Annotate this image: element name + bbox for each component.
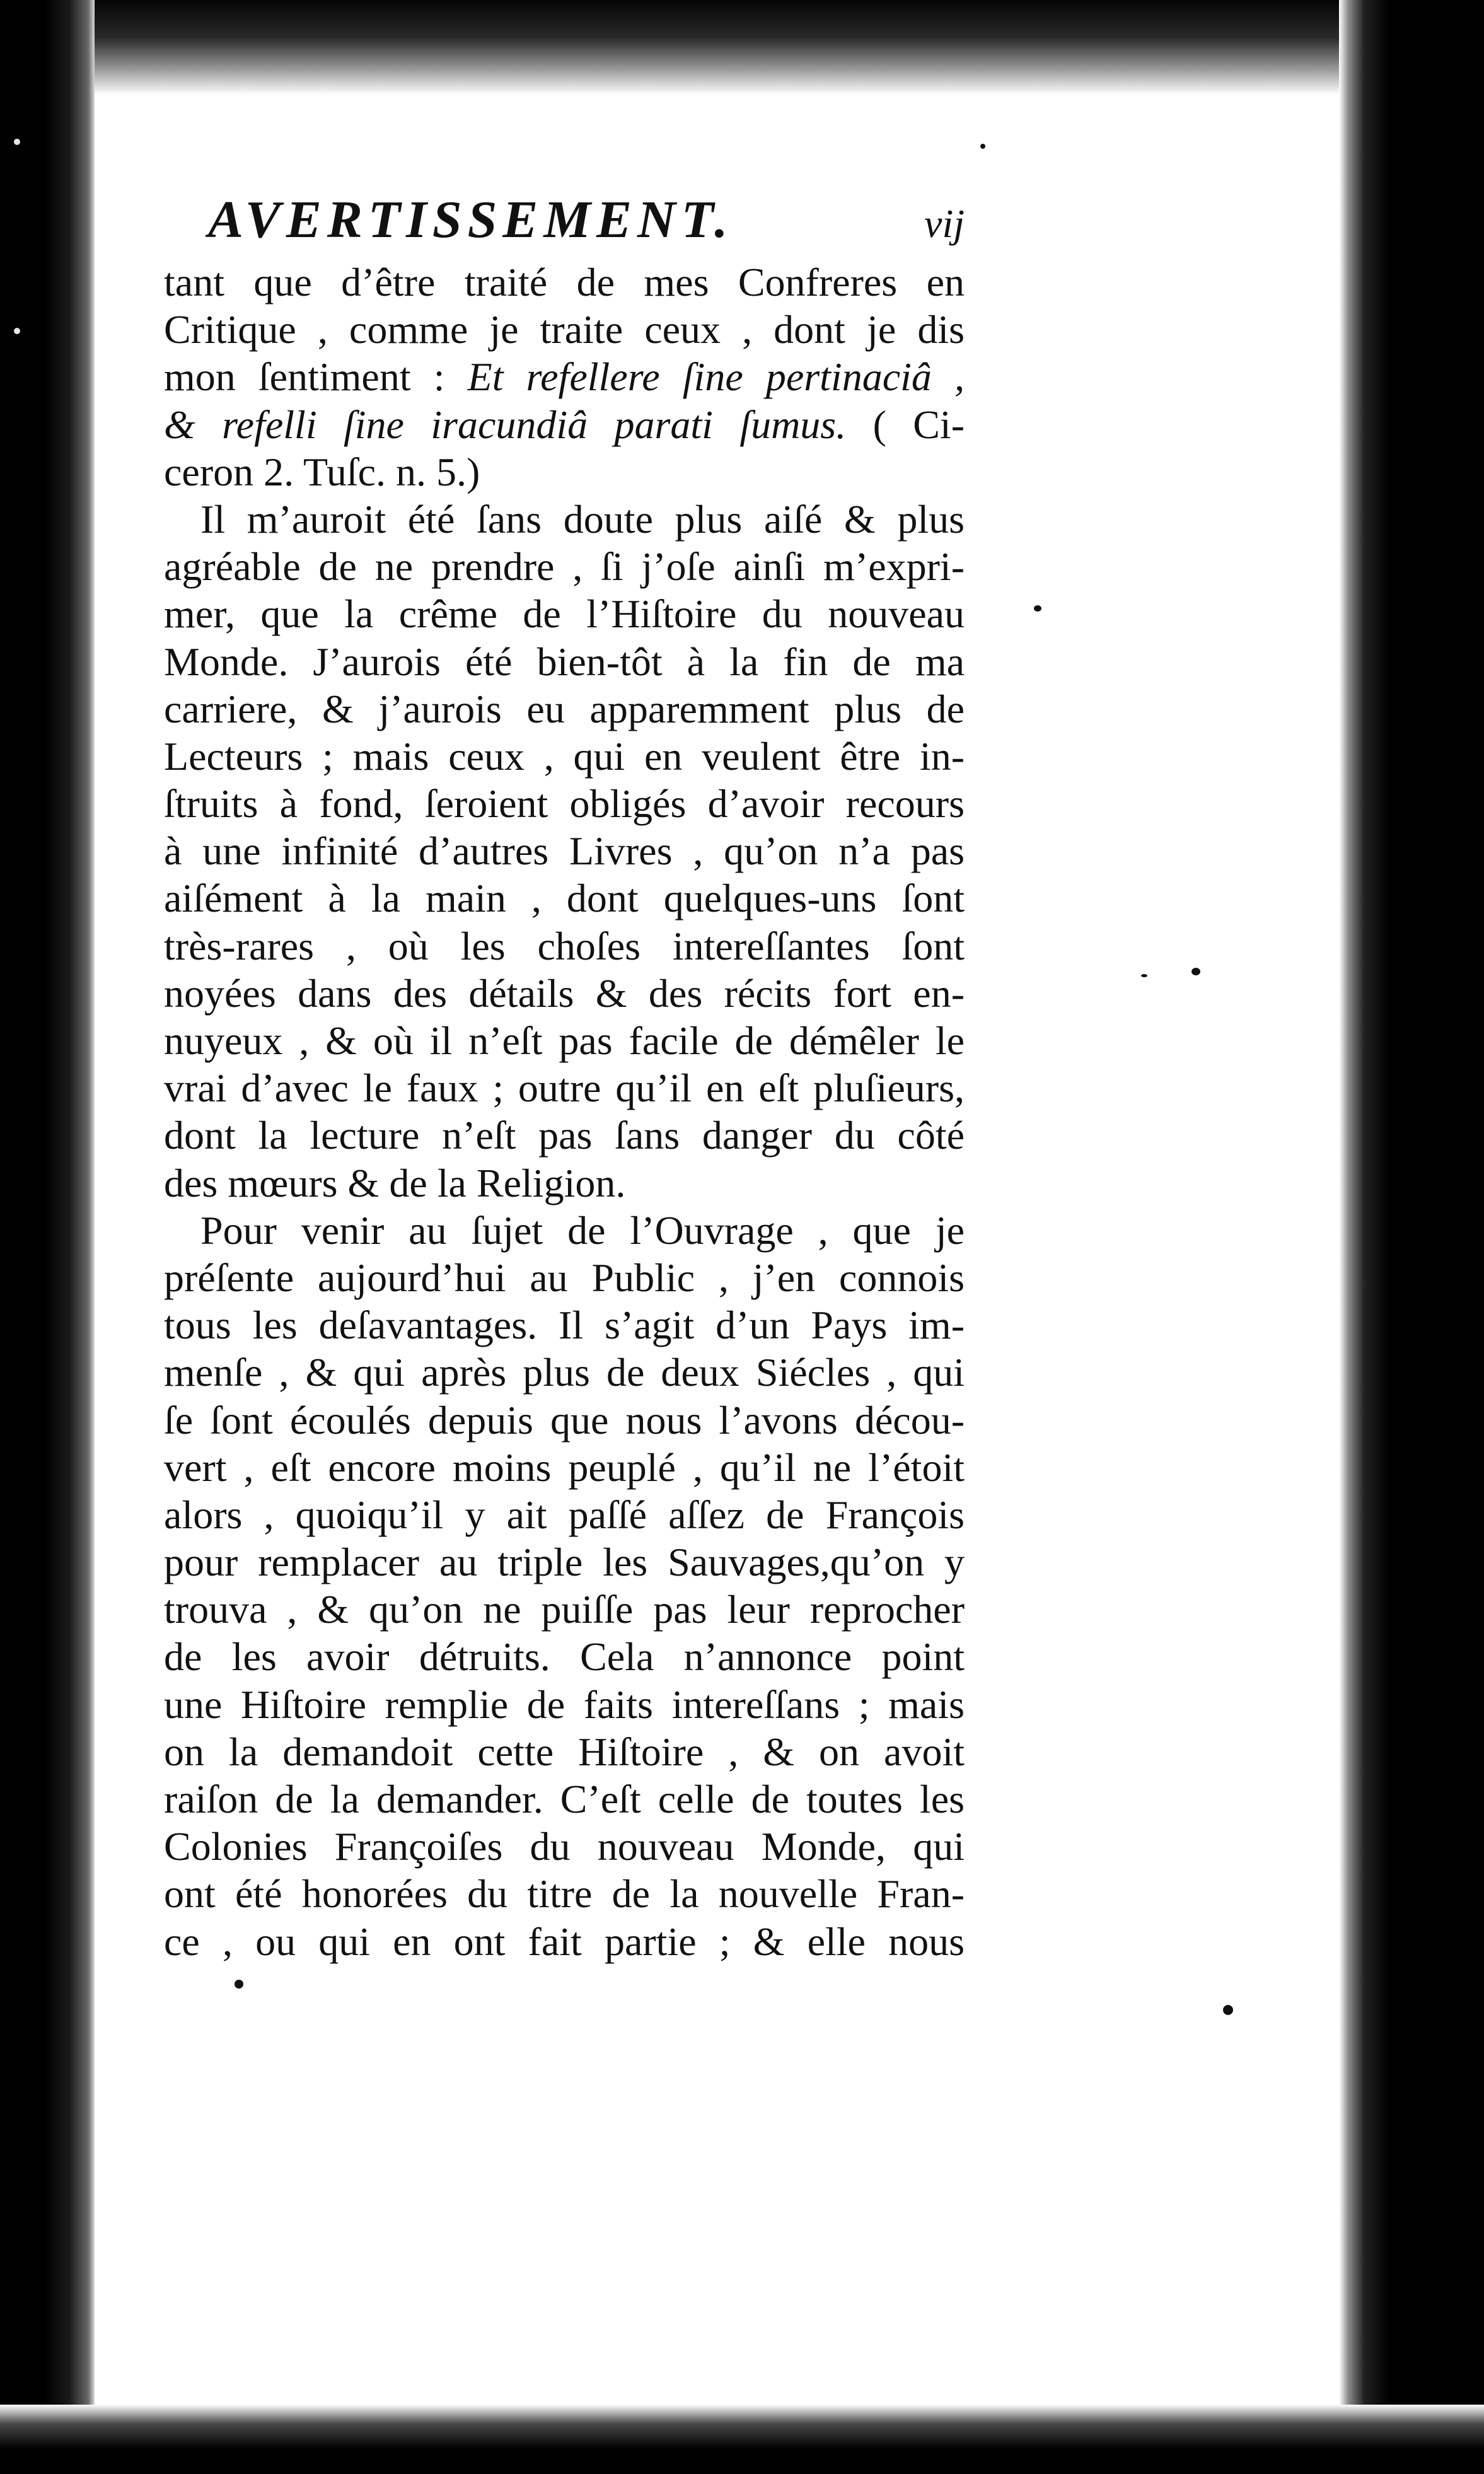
text-line xyxy=(164,1207,965,1254)
text-line xyxy=(164,922,965,970)
line-text: très-rares , où les choſes intereſſantes ſont xyxy=(164,923,965,968)
text-line xyxy=(164,874,965,922)
text-line xyxy=(164,780,965,827)
running-head xyxy=(208,189,965,258)
text-line xyxy=(164,1444,965,1491)
ink-speck xyxy=(1223,2005,1233,2015)
scan-border-bottom xyxy=(0,2405,1484,2474)
scan-border-top xyxy=(95,0,1339,95)
text-line xyxy=(164,1254,965,1301)
text-line xyxy=(164,590,965,637)
text-line xyxy=(164,827,965,874)
text-block xyxy=(164,258,965,1965)
text-line xyxy=(164,353,965,400)
line-text: pour remplacer au triple les Sauvages,qu’on y xyxy=(164,1540,965,1585)
text-line xyxy=(164,733,965,780)
text-line xyxy=(164,401,965,448)
line-text: des mœurs & de la Religion. xyxy=(164,1160,626,1205)
running-title: AVERTISSEMENT. xyxy=(208,190,734,249)
line-text: nuyeux , & où il n’eſt pas facile de démêler le xyxy=(164,1018,965,1063)
text-line xyxy=(164,1538,965,1586)
line-text: alors , quoiqu’il y ait paſſé aſſez de François xyxy=(164,1492,965,1537)
latin-quote: Et refellere ſine pertinaciâ , xyxy=(444,354,965,400)
text-line xyxy=(164,1159,965,1207)
text-line xyxy=(164,1491,965,1538)
line-text: Pour venir au ſujet de l’Ouvrage , que je xyxy=(200,1207,965,1253)
latin-quote: & refelli ſine iracundiâ parati ſumus. xyxy=(164,402,847,447)
text-line xyxy=(164,1112,965,1159)
line-text: agréable de ne prendre , ſi j’oſe ainſi m’expri- xyxy=(164,544,965,589)
text-line xyxy=(164,1397,965,1444)
line-text: aiſément à la main , dont quelques-uns ſont xyxy=(164,876,965,921)
text-line xyxy=(164,970,965,1017)
text-line xyxy=(164,1918,965,1965)
line-text: tous les deſavantages. Il s’agit d’un Pays im- xyxy=(164,1303,965,1348)
ink-speck xyxy=(235,1980,243,1989)
line-text: une Hiſtoire remplie de faits intereſſans ; mais xyxy=(164,1681,965,1727)
line-text: de les avoir détruits. Cela n’annonce point xyxy=(164,1634,965,1680)
line-text: on la demandoit cette Hiſtoire , & on avoit xyxy=(164,1729,965,1774)
text-line xyxy=(164,1870,965,1917)
line-text: tant que d’être traité de mes Confreres en xyxy=(164,260,965,305)
ink-speck xyxy=(1191,968,1200,975)
ink-speck xyxy=(980,144,985,149)
text-line xyxy=(164,1349,965,1396)
line-text: ceron 2. Tuſc. n. 5.) xyxy=(164,449,480,494)
line-text: Il m’auroit été ſans doute plus aiſé & plus xyxy=(200,496,965,542)
text-line xyxy=(164,1017,965,1064)
line-text: mon ſentiment : xyxy=(164,354,445,400)
line-text: Monde. J’aurois été bien-tôt à la fin de ma xyxy=(164,639,965,684)
page-body xyxy=(164,189,965,1965)
text-line xyxy=(164,1586,965,1633)
line-text: Lecteurs ; mais ceux , qui en veulent être in- xyxy=(164,733,965,779)
line-text: noyées dans des détails & des récits fort en- xyxy=(164,970,965,1016)
line-text: raiſon de la demander. C’eſt celle de toutes les xyxy=(164,1777,965,1821)
text-line xyxy=(164,1681,965,1728)
text-line xyxy=(164,1301,965,1349)
line-text: à une infinité d’autres Livres , qu’on n’a pas xyxy=(164,828,965,874)
line-text: vert , eſt encore moins peuplé , qu’il ne l’étoit xyxy=(164,1444,965,1490)
text-line xyxy=(164,496,965,543)
text-line xyxy=(164,258,965,306)
line-text: ont été honorées du titre de la nouvelle Fran- xyxy=(164,1871,965,1917)
line-text: mer, que la crême de l’Hiſtoire du nouveau xyxy=(164,591,965,637)
text-line xyxy=(164,1728,965,1775)
line-text: vrai d’avec le faux ; outre qu’il en eſt pluſieurs, xyxy=(164,1066,965,1111)
scan-border-left xyxy=(0,0,95,2474)
text-line xyxy=(164,1823,965,1870)
line-text: dont la lecture n’eſt pas ſans danger du côté xyxy=(164,1113,965,1158)
text-line xyxy=(164,685,965,733)
text-line xyxy=(164,1633,965,1680)
line-text: ſe ſont écoulés depuis que nous l’avons décou- xyxy=(164,1397,965,1443)
line-text: ſtruits à fond, ſeroient obligés d’avoir recours xyxy=(164,781,965,827)
text-line xyxy=(164,1775,965,1823)
line-text: Colonies Françoiſes du nouveau Monde, qui xyxy=(164,1824,965,1869)
line-text: menſe , & qui après plus de deux Siécles , qui xyxy=(164,1350,965,1395)
line-text: Critique , comme je traite ceux , dont je dis xyxy=(164,307,965,352)
text-line xyxy=(164,448,965,496)
ink-speck xyxy=(1141,974,1147,977)
text-line xyxy=(164,306,965,353)
text-line xyxy=(164,543,965,590)
page-number: vij xyxy=(924,201,965,246)
line-text: préſente aujourd’hui au Public , j’en connois xyxy=(164,1255,965,1300)
scan-border-right xyxy=(1339,0,1484,2474)
text-line xyxy=(164,1064,965,1112)
line-tail: ( Ci- xyxy=(846,402,965,447)
line-text: carriere, & j’aurois eu apparemment plus de xyxy=(164,686,965,731)
line-text: ce , ou qui en ont fait partie ; & elle nous xyxy=(164,1919,965,1964)
ink-speck xyxy=(1034,605,1041,612)
line-text: trouva , & qu’on ne puiſſe pas leur reprocher xyxy=(164,1587,965,1632)
text-line xyxy=(164,638,965,685)
